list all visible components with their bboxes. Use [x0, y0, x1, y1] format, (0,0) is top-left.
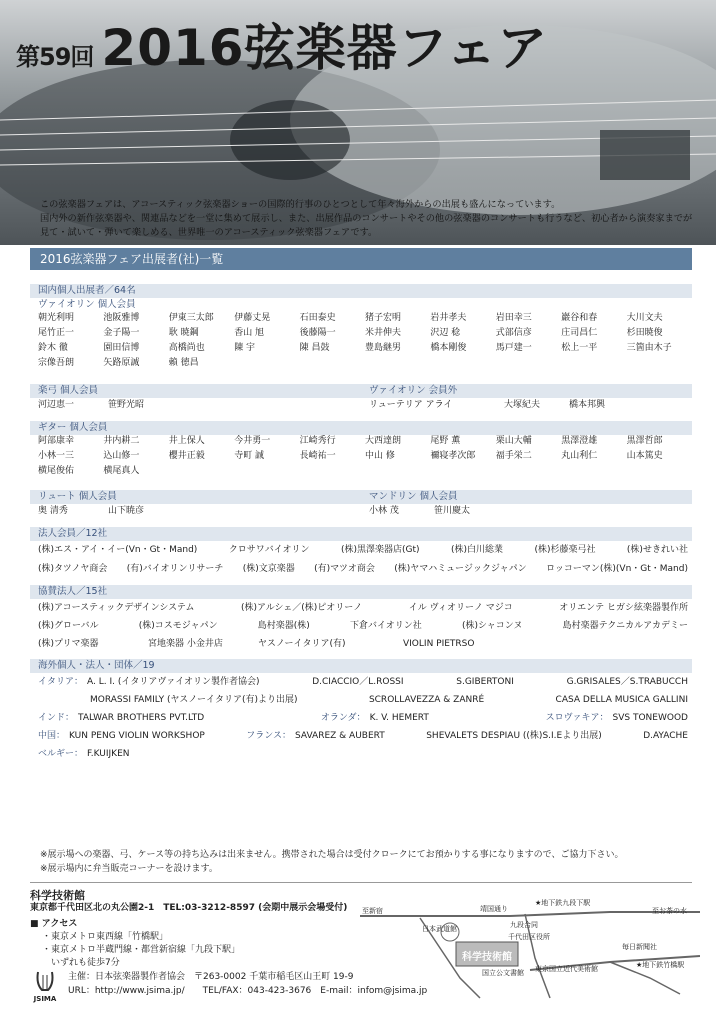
page-title [16, 8, 548, 80]
country-label: スロヴァキア： [545, 713, 609, 723]
header-photo [0, 0, 716, 245]
member-name: 後藤陽一 [299, 328, 336, 338]
country-label: 中国： [38, 731, 66, 741]
country-label: フランス： [246, 731, 292, 741]
corporate-row: (株)エス・アイ・イー(Vn・Gt・Mand) クロサワバイオリン (株)黒澤楽器店(Gt) (株)白川総業 (株)杉藤楽弓社 (株)せきれい社 [38, 545, 688, 555]
member-name: 式部信彦 [495, 328, 532, 338]
overseas-row: インド： TALWAR BROTHERS PVT.LTD オランダ： K. V. HEMERT スロヴァキア： SVS TONEWOOD [38, 713, 688, 723]
member-name: 三箇由木子 [626, 343, 672, 353]
overseas-italy-row: イタリア： A. L. I. (イタリアヴァイオリン製作者協会) D.CIACCIO／L.ROSSI S.GIBERTONI G.GRISALES／S.TRABUCCH [38, 677, 688, 687]
bow-members: 河辺恵一 笹野光昭 [38, 400, 145, 410]
member-name: 耿 暁鋼 [168, 328, 199, 338]
member-name: 猪子宏明 [365, 313, 402, 323]
member-name: 丸山利仁 [561, 451, 598, 461]
guitar-members [30, 435, 692, 478]
map-label: 至お茶の水 [652, 907, 687, 915]
corporate-heading: 法人会員／12社 [30, 527, 692, 541]
overseas-italy-row: MORASSI FAMILY (ヤスノーイタリア(有)より出展) SCROLLAVEZZA & ZANRÉ CASA DELLA MUSICA GALLINI [90, 695, 688, 705]
member-name: 宗像吾朗 [38, 358, 75, 368]
member-name: 豊島継男 [365, 343, 402, 353]
member-name: 伊藤丈晃 [234, 313, 271, 323]
member-name: 馬戸建一 [495, 343, 532, 353]
member-name: 陳 昌鼓 [299, 343, 330, 353]
exhibitor-list-banner: 2016弦楽器フェア出展者(社)一覧 [30, 248, 692, 270]
venue-address: 東京都千代田区北の丸公園2-1 TEL:03-3212-8597 (会期中展示会場受付) [30, 903, 348, 913]
member-name: 寺町 誠 [234, 451, 265, 461]
map-label: 毎日新聞社 [622, 943, 657, 951]
member-name: 杉田暁俊 [626, 328, 663, 338]
member-name: 陳 宇 [234, 343, 256, 353]
member-name: 黒澤澄雄 [561, 436, 598, 446]
member-name: 長崎祐一 [299, 451, 336, 461]
member-name: 禰寝孝次郎 [430, 451, 476, 461]
member-name: 伊東三太郎 [168, 313, 214, 323]
organizer-line: 主催：日本弦楽器製作者協会 〒263-0002 千葉市稲毛区山王町 19-9 [68, 972, 354, 982]
mandolin-heading: マンドリン 個人会員 [361, 490, 692, 504]
country-label: ベルギー： [38, 749, 84, 759]
member-name: 岩田幸三 [495, 313, 532, 323]
member-name: 鈴木 徹 [38, 343, 68, 353]
member-name: 園田信博 [103, 343, 140, 353]
member-name: 横尾真人 [103, 466, 140, 476]
access-list: ・東京メトロ東西線「竹橋駅」 ・東京メトロ半蔵門線・都営新宿線「九段下駅」 いずれも徒歩7分 [42, 932, 241, 968]
sponsor-row: (株)アコースティックデザインシステム (株)アルシェ／(株)ピオリーノ イル ヴィオリーノ マジコ オリエンテ ヒガシ絃楽器製作所 [38, 603, 688, 613]
corporate-row: (株)タツノヤ商会 (有)バイオリンリサーチ (株)文京楽器 (有)マツオ商会 (株)ヤマハミュージックジャパン ロッコーマン(株)(Vn・Gt・Mand) [38, 564, 688, 574]
member-name: 賴 徳昌 [168, 358, 199, 368]
member-name: 朝光利明 [38, 313, 75, 323]
sponsor-row: (株)グローバル (株)コスモジャパン 島村楽器(株) 下倉バイオリン社 (株)シャコンヌ 島村楽器テクニカルアカデミー [38, 621, 688, 631]
member-name: 池阪雅博 [103, 313, 140, 323]
overseas-heading: 海外個人・法人・団体／19 [30, 659, 692, 673]
lyre-icon [34, 970, 56, 992]
guitar-heading: ギター 個人会員 [30, 421, 692, 435]
member-name: 庄司昌仁 [561, 328, 598, 338]
member-name: 大川文夫 [626, 313, 663, 323]
member-name: 福手栄二 [495, 451, 532, 461]
map-label: 東京国立近代美術館 [535, 965, 598, 973]
country-label: オランダ： [320, 713, 366, 723]
domestic-heading: 国内個人出展者／64名 [30, 284, 692, 298]
member-name: 小林一三 [38, 451, 75, 461]
member-name: 櫻井正毅 [168, 451, 205, 461]
divider [30, 882, 692, 883]
overseas-row: 中国： KUN PENG VIOLIN WORKSHOP フランス： SAVAREZ & AUBERT SHEVALETS DESPIAU ((株)S.I.Eより出展) D.AYACHE [38, 731, 688, 741]
member-name: 橋本剛俊 [430, 343, 467, 353]
bow-heading: 楽弓 個人会員 [30, 384, 361, 398]
member-name: 高橋尚也 [168, 343, 205, 353]
venue-name: 科学技術館 [30, 889, 85, 902]
member-name: 横尾俊佑 [38, 466, 75, 476]
member-name: 岩井孝夫 [430, 313, 467, 323]
member-name: 金子陽一 [103, 328, 140, 338]
venue-info [30, 889, 410, 970]
member-name: 大西達朗 [365, 436, 402, 446]
member-name: 香山 旭 [234, 328, 265, 338]
member-name: 阿部康幸 [38, 436, 75, 446]
lute-heading: リュート 個人会員 [30, 490, 361, 504]
member-name: 込山修一 [103, 451, 140, 461]
map-label: ★地下鉄九段下駅 [535, 899, 591, 907]
map-label: 靖国通り [480, 905, 508, 913]
member-name: 黒澤哲郎 [626, 436, 663, 446]
map-label: 科学技術館 [462, 952, 512, 963]
country-label: イタリア： [38, 677, 84, 687]
member-name: 中山 修 [365, 451, 395, 461]
member-name: 今井勇一 [234, 436, 271, 446]
member-name: 沢辺 稔 [430, 328, 461, 338]
member-name: 井内耕二 [103, 436, 140, 446]
member-name: 石田泰史 [299, 313, 336, 323]
lute-members: 奥 清秀 山下暁彦 [38, 506, 145, 516]
violin-members [30, 312, 692, 370]
member-name: 松上一平 [561, 343, 598, 353]
organizer-contact: URL：http://www.jsima.jp/ TEL/FAX：043-423-3676 E-mail：infom@jsima.jp [68, 986, 428, 996]
violin-ext-members: リューテリア アライ 大塚紀夫 橋本邦興 [369, 400, 606, 410]
map-label: 九段合同 [510, 921, 538, 929]
notes: ※展示場への楽器、弓、ケース等の持ち込みは出来ません。携帯された場合は受付クロークにてお預かりする事になりますので、ご協力下さい。 ※展示場内に弁当販売コーナーを設けます。 [40, 850, 624, 874]
map-label: 千代田区役所 [508, 933, 550, 941]
fair-title: 2016弦楽器フェア [101, 19, 549, 77]
member-name: 巖谷和春 [561, 313, 598, 323]
sponsor-heading: 協賛法人／15社 [30, 585, 692, 599]
jsima-logo: JSIMA [30, 970, 60, 1006]
intro-text: この弦楽器フェアは、アコースティック弦楽器ショーの国際的行事のひとつとして年々海外からの出展も盛んになっています。 国内外の新作弦楽器や、関連品などを一堂に集めて展示し、また、出展作品のコンサートやその他の弦楽器のコンサートも行うなど、初心者から演奏家までが 見て・試いて・弾いて楽しめる、世界唯一のアコースティック弦楽器フェアです。 [40, 199, 693, 238]
violin-heading: ヴァイオリン 個人会員 [38, 299, 136, 310]
map-label: ★地下鉄竹橋駅 [636, 961, 685, 969]
member-name: 栗山大輔 [495, 436, 532, 446]
map-label: 至新宿 [362, 907, 383, 915]
member-name: 尾竹正一 [38, 328, 75, 338]
sponsor-row: (株)プリマ楽器 宮地楽器 小金井店 ヤスノーイタリア(有) VIOLIN PIETRSO [38, 639, 475, 649]
country-label: インド： [38, 713, 75, 723]
overseas-row: ベルギー： F.KUIJKEN [38, 749, 130, 759]
member-name: 矢路原誠 [103, 358, 140, 368]
member-name: 米井伸夫 [365, 328, 402, 338]
member-name: 山本篤史 [626, 451, 663, 461]
map-label: 国立公文書館 [482, 969, 524, 977]
member-name: 尾野 薫 [430, 436, 461, 446]
edition-label: 第59回 [16, 43, 94, 71]
exhibitor-list [30, 280, 692, 763]
member-name: 江崎秀行 [299, 436, 336, 446]
access-heading: ■ アクセス [30, 919, 78, 929]
access-map [360, 898, 700, 1003]
member-name: 井上保人 [168, 436, 205, 446]
map-label: 日本武道館 [422, 925, 457, 933]
mandolin-members: 小林 茂 笹川慶太 [369, 506, 471, 516]
violin-ext-heading: ヴァイオリン 会員外 [361, 384, 692, 398]
